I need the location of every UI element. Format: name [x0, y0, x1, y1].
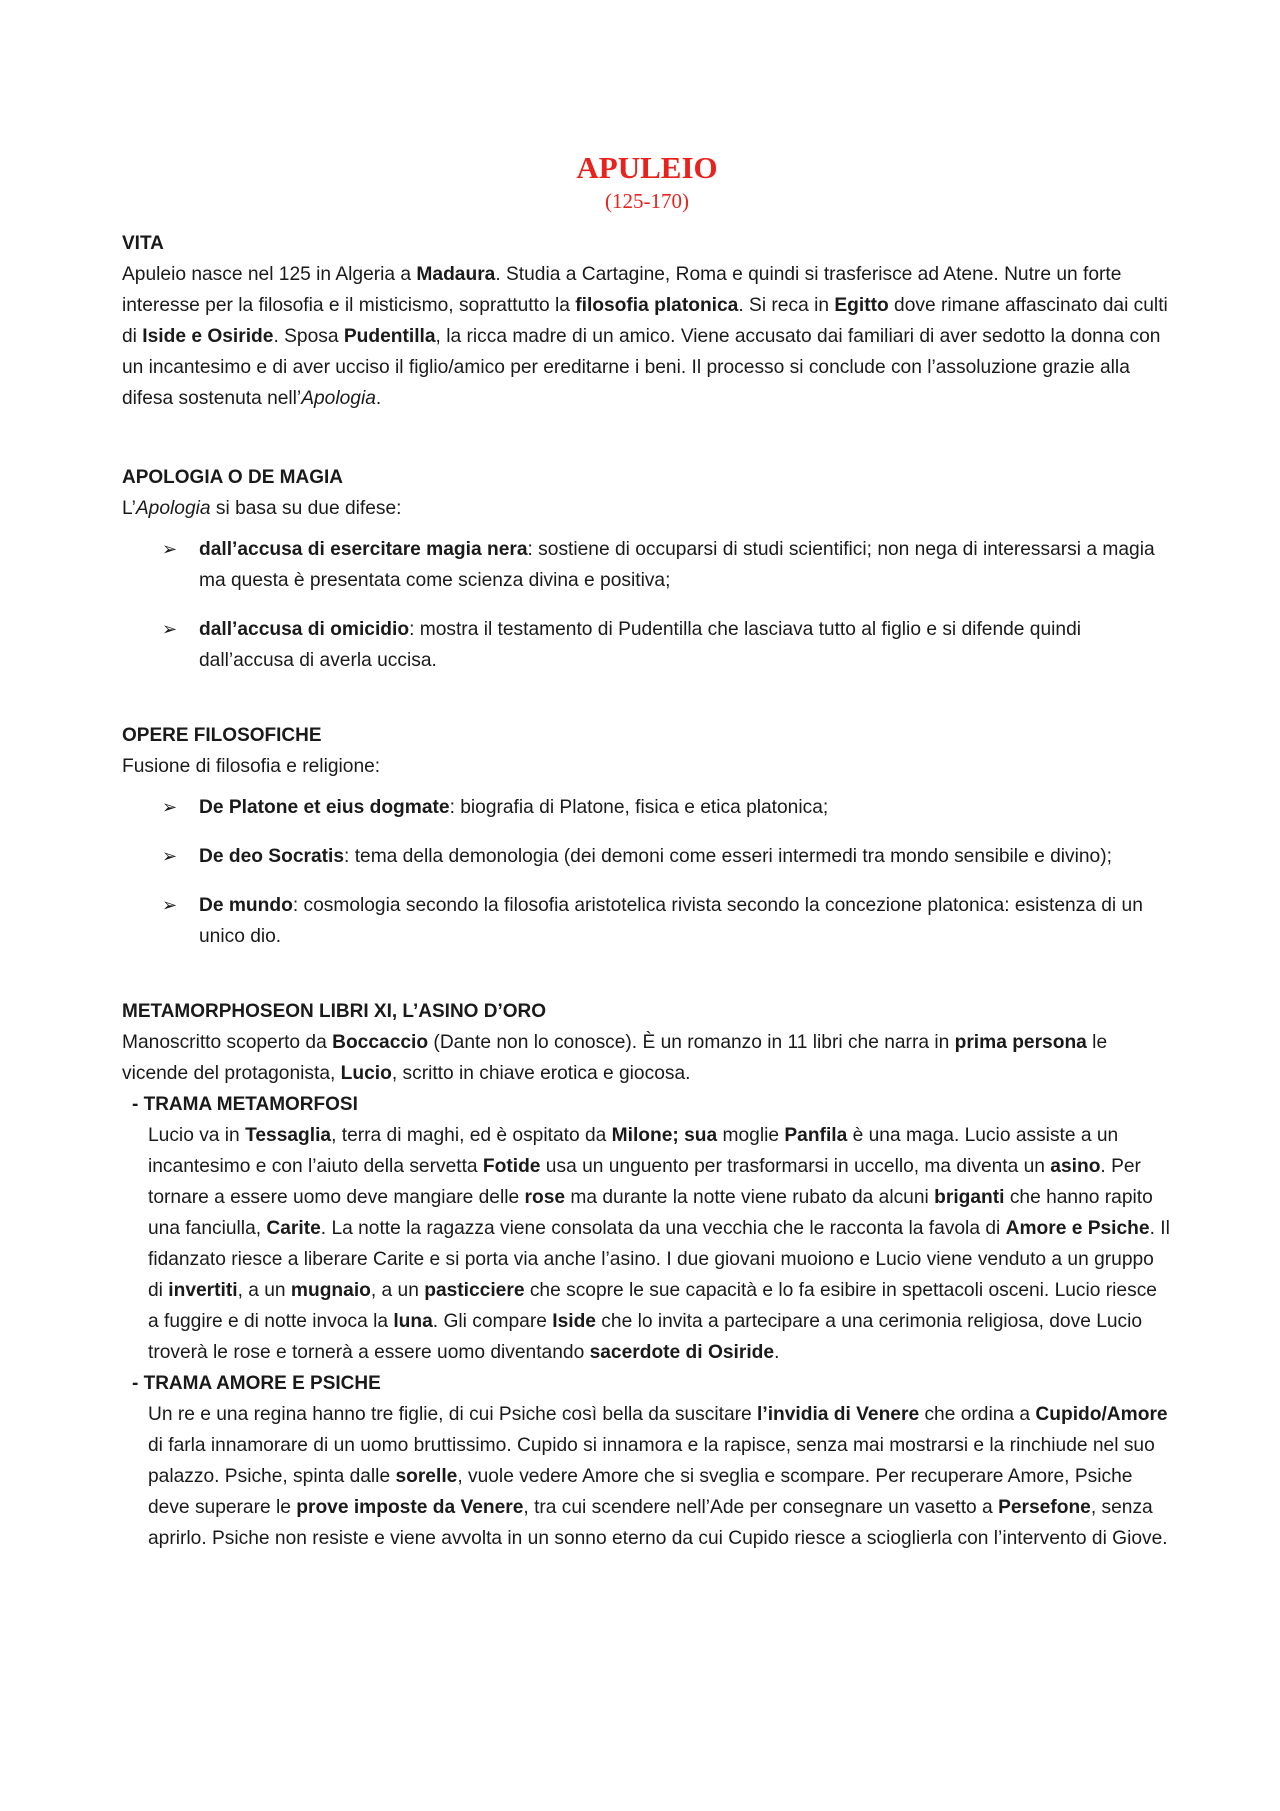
list-item: ➢ dall’accusa di esercitare magia nera: sostiene di occuparsi di studi scientifici; non nega di interessarsi a magia ma questa è presentata come scienza divina e positiva; — [199, 534, 1172, 596]
metamorphoseon-intro: Manoscritto scoperto da Boccaccio (Dante non lo conosce). È un romanzo in 11 libri che narra in prima persona le vicende del protagonista, Lucio, scritto in chiave erotica e giocosa. — [122, 1032, 1108, 1084]
arrow-bullet-icon: ➢ — [162, 846, 178, 866]
section-vita — [122, 228, 1172, 414]
section-heading: APOLOGIA O DE MAGIA — [122, 467, 343, 488]
list-item: ➢ dall’accusa di omicidio: mostra il testamento di Pudentilla che lasciava tutto al figlio e si difende quindi dall’accusa di averla uccisa. — [199, 614, 1172, 676]
vita-paragraph: Apuleio nasce nel 125 in Algeria a Madaura. Studia a Cartagine, Roma e quindi si trasferisce ad Atene. Nutre un forte interesse per la filosofia e il misticismo, soprattutto la filosofia platonica. Si reca in Egitto dove rimane affascinato dai culti di Iside e Osiride. Sposa Pudentilla, la ricca madre di un amico. Viene accusato dai familiari di aver sedotto la donna con un incantesimo e di aver ucciso il figlio/amico per ereditarne i beni. Il processo si conclude con l’assoluzione grazie alla difesa sostenuta nell’Apologia. — [122, 264, 1168, 409]
apologia-list — [122, 534, 1172, 676]
arrow-bullet-icon: ➢ — [162, 797, 178, 817]
list-item: ➢ De Platone et eius dogmate: biografia di Platone, fisica e etica platonica; — [199, 792, 1172, 823]
section-apologia — [122, 462, 1172, 676]
page-title: APULEIO — [576, 150, 718, 185]
section-heading: VITA — [122, 233, 164, 254]
subsection-text: Lucio va in Tessaglia, terra di maghi, ed è ospitato da Milone; sua moglie Panfila è una maga. Lucio assiste a un incantesimo e con l’aiuto della servetta Fotide usa un unguento per trasformarsi in uccello, ma diventa un asino. Per tornare a essere uomo deve mangiare delle rose ma durante la notte viene rubato da alcuni briganti che hanno rapito una fanciulla, Carite. La notte la ragazza viene consolata da una vecchia che le racconta la favola di Amore e Psiche. Il fidanzato riesce a liberare Carite e si porta via anche l’asino. I due giovani muoiono e Lucio viene venduto a un gruppo di invertiti, a un mugnaio, a un pasticciere che scopre le sue capacità e lo fa esibire in spettacoli osceni. Lucio riesce a fuggire e di notte invoca la luna. Gli compare Iside che lo invita a partecipare a una cerimonia religiosa, dove Lucio troverà le rose e tornerà a essere uomo diventando sacerdote di Osiride. — [148, 1125, 1170, 1363]
document-page — [122, 150, 1172, 1554]
section-opere — [122, 720, 1172, 952]
arrow-bullet-icon: ➢ — [162, 539, 178, 559]
opere-intro: Fusione di filosofia e religione: — [122, 756, 381, 777]
page-dates: (125-170) — [605, 189, 689, 213]
subsection-trama-metamorfosi — [122, 1089, 1172, 1368]
list-item: ➢ De deo Socratis: tema della demonologia (dei demoni come esseri intermedi tra mondo sensibile e divino); — [199, 841, 1172, 872]
section-metamorphoseon — [122, 996, 1172, 1554]
subsection-heading: - TRAMA METAMORFOSI — [132, 1094, 358, 1115]
arrow-bullet-icon: ➢ — [162, 619, 178, 639]
subsection-trama-amore-psiche — [122, 1368, 1172, 1554]
section-heading: OPERE FILOSOFICHE — [122, 725, 322, 746]
subsection-text: Un re e una regina hanno tre figlie, di cui Psiche così bella da suscitare l’invidia di Venere che ordina a Cupido/Amore di farla innamorare di un uomo bruttissimo. Cupido si innamora e la rapisce, senza mai mostrarsi e la rinchiude nel suo palazzo. Psiche, spinta dalle sorelle, vuole vedere Amore che si sveglia e scompare. Per recuperare Amore, Psiche deve superare le prove imposte da Venere, tra cui scendere nell’Ade per consegnare un vasetto a Persefone, senza aprirlo. Psiche non resiste e viene avvolta in un sonno eterno da cui Cupido riesce a scioglierla con l’intervento di Giove. — [148, 1404, 1168, 1549]
apologia-intro: L’Apologia si basa su due difese: — [122, 498, 402, 519]
opere-list — [122, 792, 1172, 952]
section-heading: METAMORPHOSEON LIBRI XI, L’ASINO D’ORO — [122, 1001, 547, 1022]
arrow-bullet-icon: ➢ — [162, 895, 178, 915]
subsection-heading: - TRAMA AMORE E PSICHE — [132, 1373, 381, 1394]
list-item: ➢ De mundo: cosmologia secondo la filosofia aristotelica rivista secondo la concezione platonica: esistenza di un unico dio. — [199, 890, 1172, 952]
